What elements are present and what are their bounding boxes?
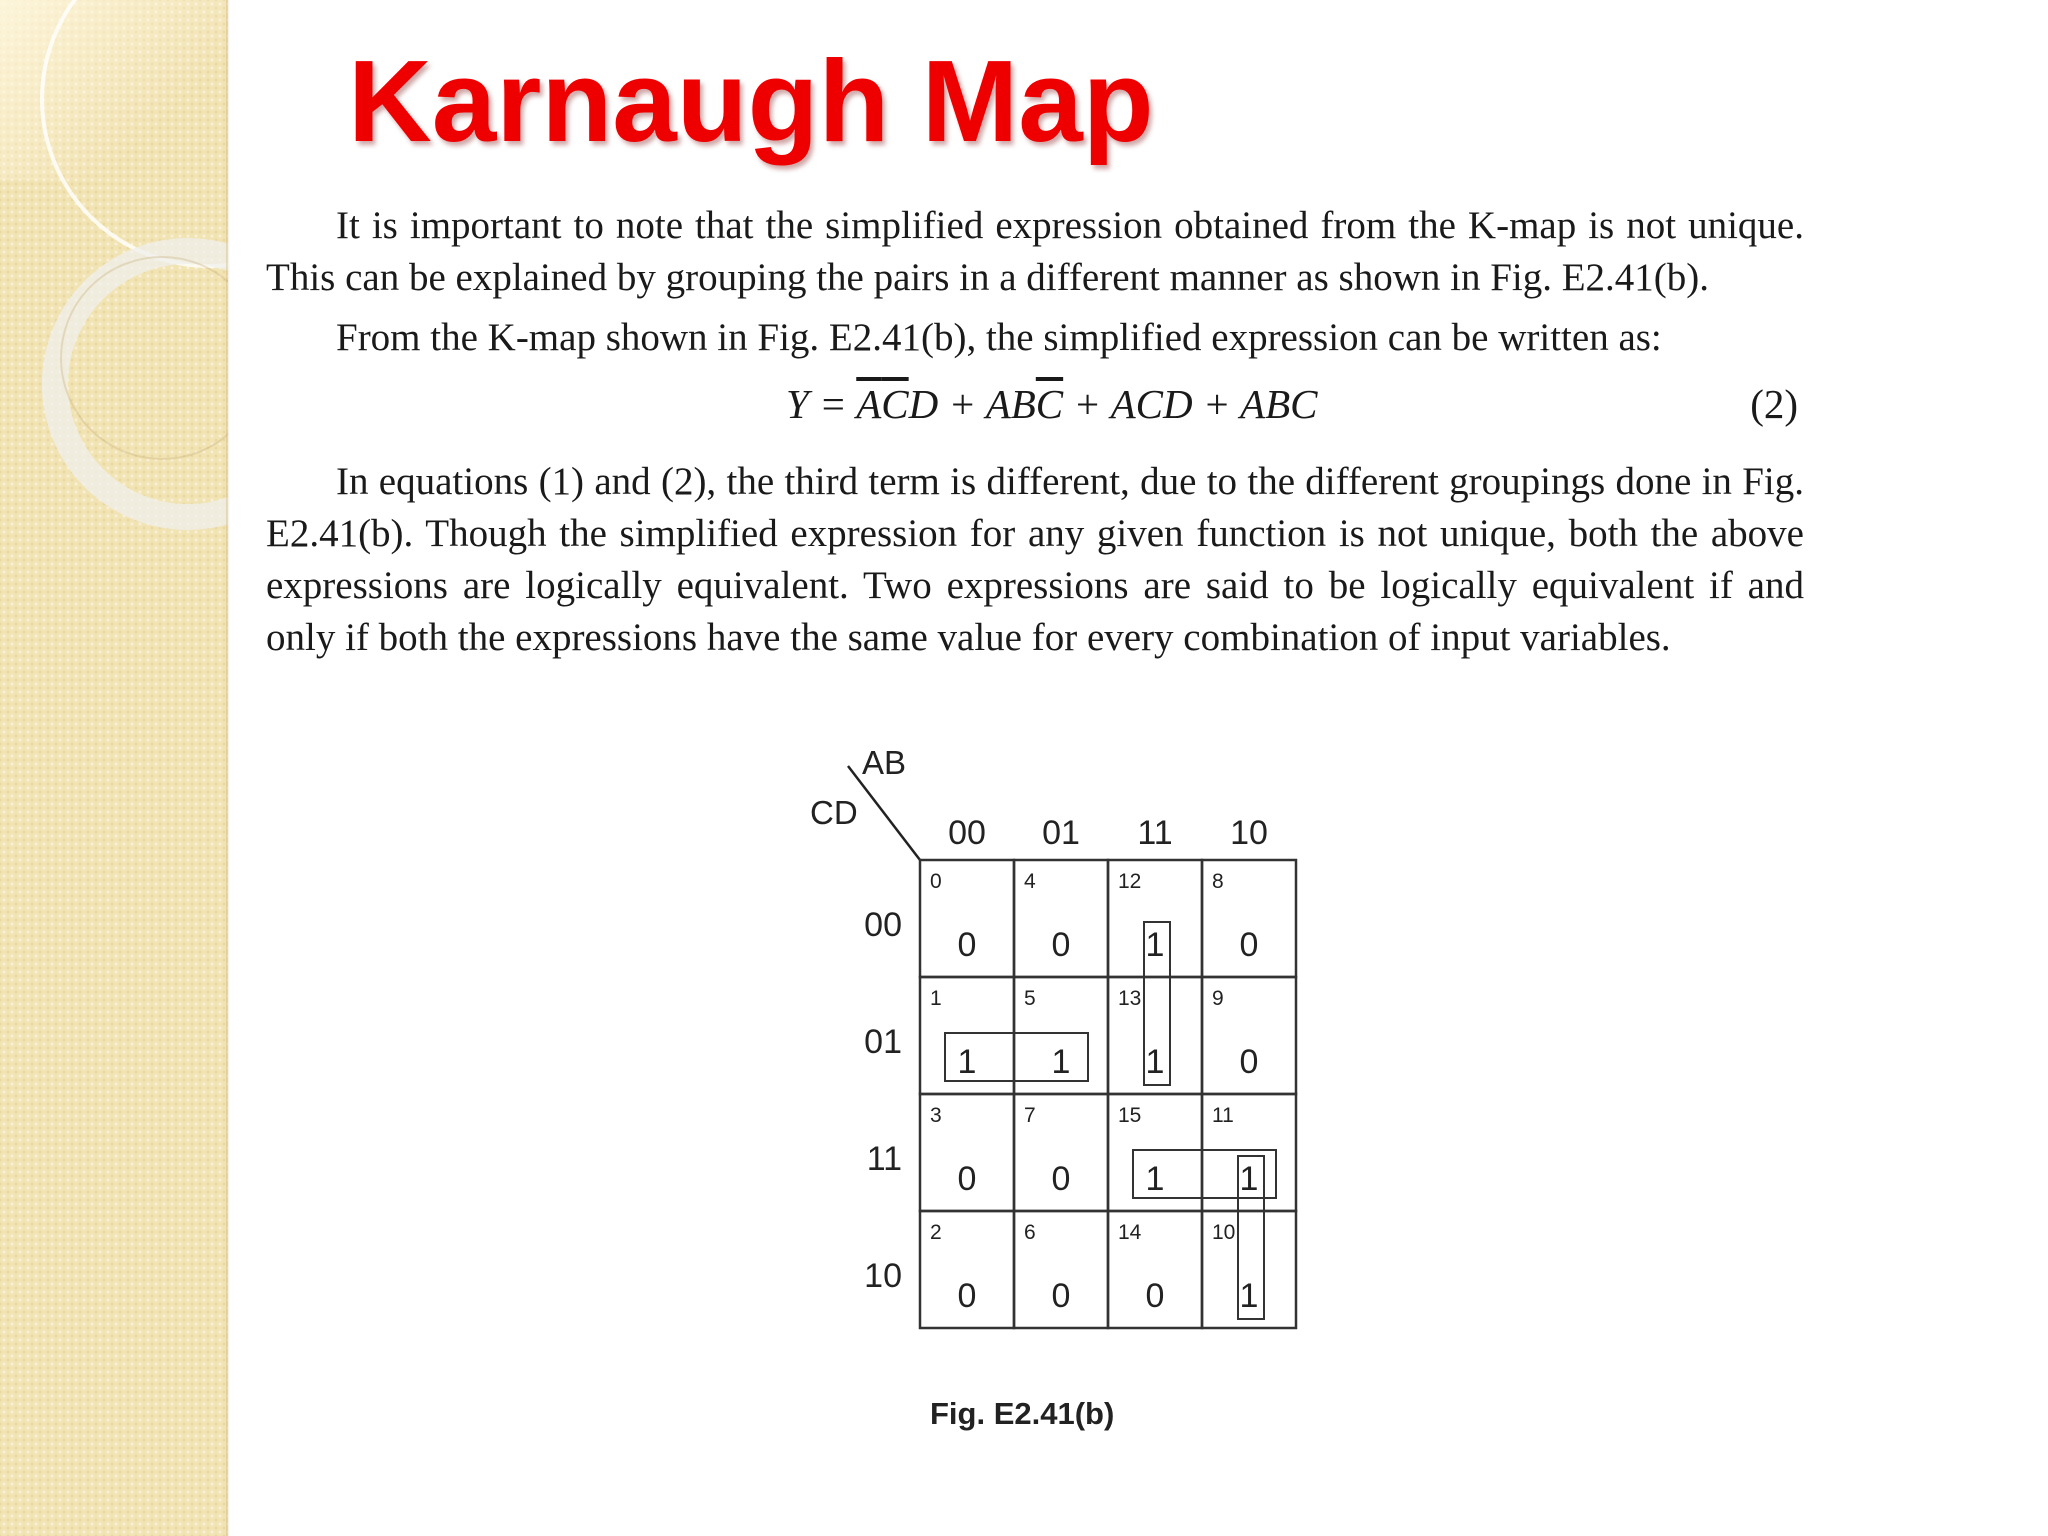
kmap-row-label: 11 <box>866 1140 902 1178</box>
kmap-cell-value: 0 <box>1051 1277 1071 1315</box>
equation-row <box>266 378 1804 436</box>
eq-plus-2: + <box>1063 381 1111 427</box>
kmap-cell-value: 0 <box>957 1160 977 1198</box>
kmap-cell-value: 0 <box>957 1277 977 1315</box>
kmap-row-label: 00 <box>864 906 902 944</box>
kmap-row-label: 01 <box>864 1023 902 1061</box>
kmap-col-label: 01 <box>1042 814 1080 852</box>
eq-t4: ABC <box>1240 381 1318 427</box>
kmap-cell-value: 1 <box>1145 1043 1165 1081</box>
kmap-cell-index: 3 <box>930 1104 942 1127</box>
kmap-cell-value: 0 <box>1145 1277 1165 1315</box>
kmap-cell-value: 0 <box>1239 926 1259 964</box>
kmap-cell-index: 0 <box>930 870 942 893</box>
eq-t2-ab: AB <box>985 381 1036 427</box>
eq-t1-a: $\overline{A}$ <box>856 381 882 427</box>
kmap-cell-index: 9 <box>1212 987 1224 1010</box>
kmap-cell-index: 8 <box>1212 870 1224 893</box>
kmap-row-label: 10 <box>864 1257 902 1295</box>
eq-plus-1: + <box>938 381 986 427</box>
equation <box>786 378 1317 430</box>
kmap-diagram <box>780 740 1320 1380</box>
kmap-cell-index: 4 <box>1024 870 1036 893</box>
kmap-cell-index: 14 <box>1118 1221 1142 1244</box>
eq-t1-c: $\overline{C}$ <box>881 381 909 427</box>
slide-title: Karnaugh Map <box>348 36 1154 166</box>
kmap-cell-value: 0 <box>1051 1160 1071 1198</box>
kmap-cell-value: 0 <box>1239 1043 1259 1081</box>
eq-plus-3: + <box>1192 381 1241 427</box>
kmap-cell-value: 1 <box>957 1043 977 1081</box>
kmap-cell-index: 12 <box>1118 870 1142 893</box>
kmap-cell-index: 13 <box>1118 987 1142 1010</box>
figure-caption: Fig. E2.41(b) <box>930 1396 1115 1431</box>
kmap-cell-value: 1 <box>1145 926 1165 964</box>
paragraph-not-unique: It is important to note that the simplified expression obtained from the K-map is not unique. This can be explained by grouping the pairs in a different manner as shown in Fig. E2.41(b). <box>266 204 1804 299</box>
sidebar-ring-large <box>40 0 228 268</box>
kmap-cell-value: 1 <box>1239 1277 1259 1315</box>
paragraph-equivalence: In equations (1) and (2), the third term is different, due to the different groupings done in Fig. E2.41(b). Though the simplified expression for any given function is not unique, both the above expressions are logically equivalent. Two expressions are said to be logically equivalent if and only if both the expressions have the same value for every combination of input variables. <box>266 460 1804 659</box>
kmap-cell-value: 1 <box>1239 1160 1259 1198</box>
eq-lhs: Y <box>786 381 809 427</box>
sidebar-edge <box>226 0 230 1536</box>
kmap-cell-value: 0 <box>1051 926 1071 964</box>
eq-equals: = <box>808 381 857 427</box>
kmap-cell-index: 11 <box>1212 1104 1234 1127</box>
equation-number: (2) <box>1750 381 1798 427</box>
kmap-col-label: 00 <box>948 814 986 852</box>
kmap-cell-value: 1 <box>1145 1160 1165 1198</box>
kmap-row-var: CD <box>810 794 858 831</box>
eq-t2-c: $\overline{C}$ <box>1035 381 1064 427</box>
kmap-col-label: 10 <box>1230 814 1268 852</box>
kmap-cell-index: 2 <box>930 1221 942 1244</box>
kmap-grid <box>864 814 1296 1328</box>
eq-t1-d: D <box>908 381 939 427</box>
kmap-cell-index: 7 <box>1024 1104 1036 1127</box>
kmap-cell-value: 1 <box>1051 1043 1071 1081</box>
kmap-cell-index: 6 <box>1024 1221 1036 1244</box>
kmap-col-var: AB <box>862 744 907 781</box>
slide-body <box>266 200 1804 664</box>
paragraph-from-kmap: From the K-map shown in Fig. E2.41(b), the simplified expression can be written as: <box>336 316 1662 359</box>
kmap-col-label: 11 <box>1137 814 1173 852</box>
kmap-cell-index: 15 <box>1118 1104 1142 1127</box>
kmap-cell-value: 0 <box>957 926 977 964</box>
decorative-sidebar <box>0 0 228 1536</box>
eq-t3: ACD <box>1110 381 1193 427</box>
kmap-figure <box>780 740 1320 1460</box>
kmap-cell-index: 5 <box>1024 987 1036 1010</box>
kmap-cell-index: 1 <box>930 987 942 1010</box>
kmap-cell-index: 10 <box>1212 1221 1236 1244</box>
